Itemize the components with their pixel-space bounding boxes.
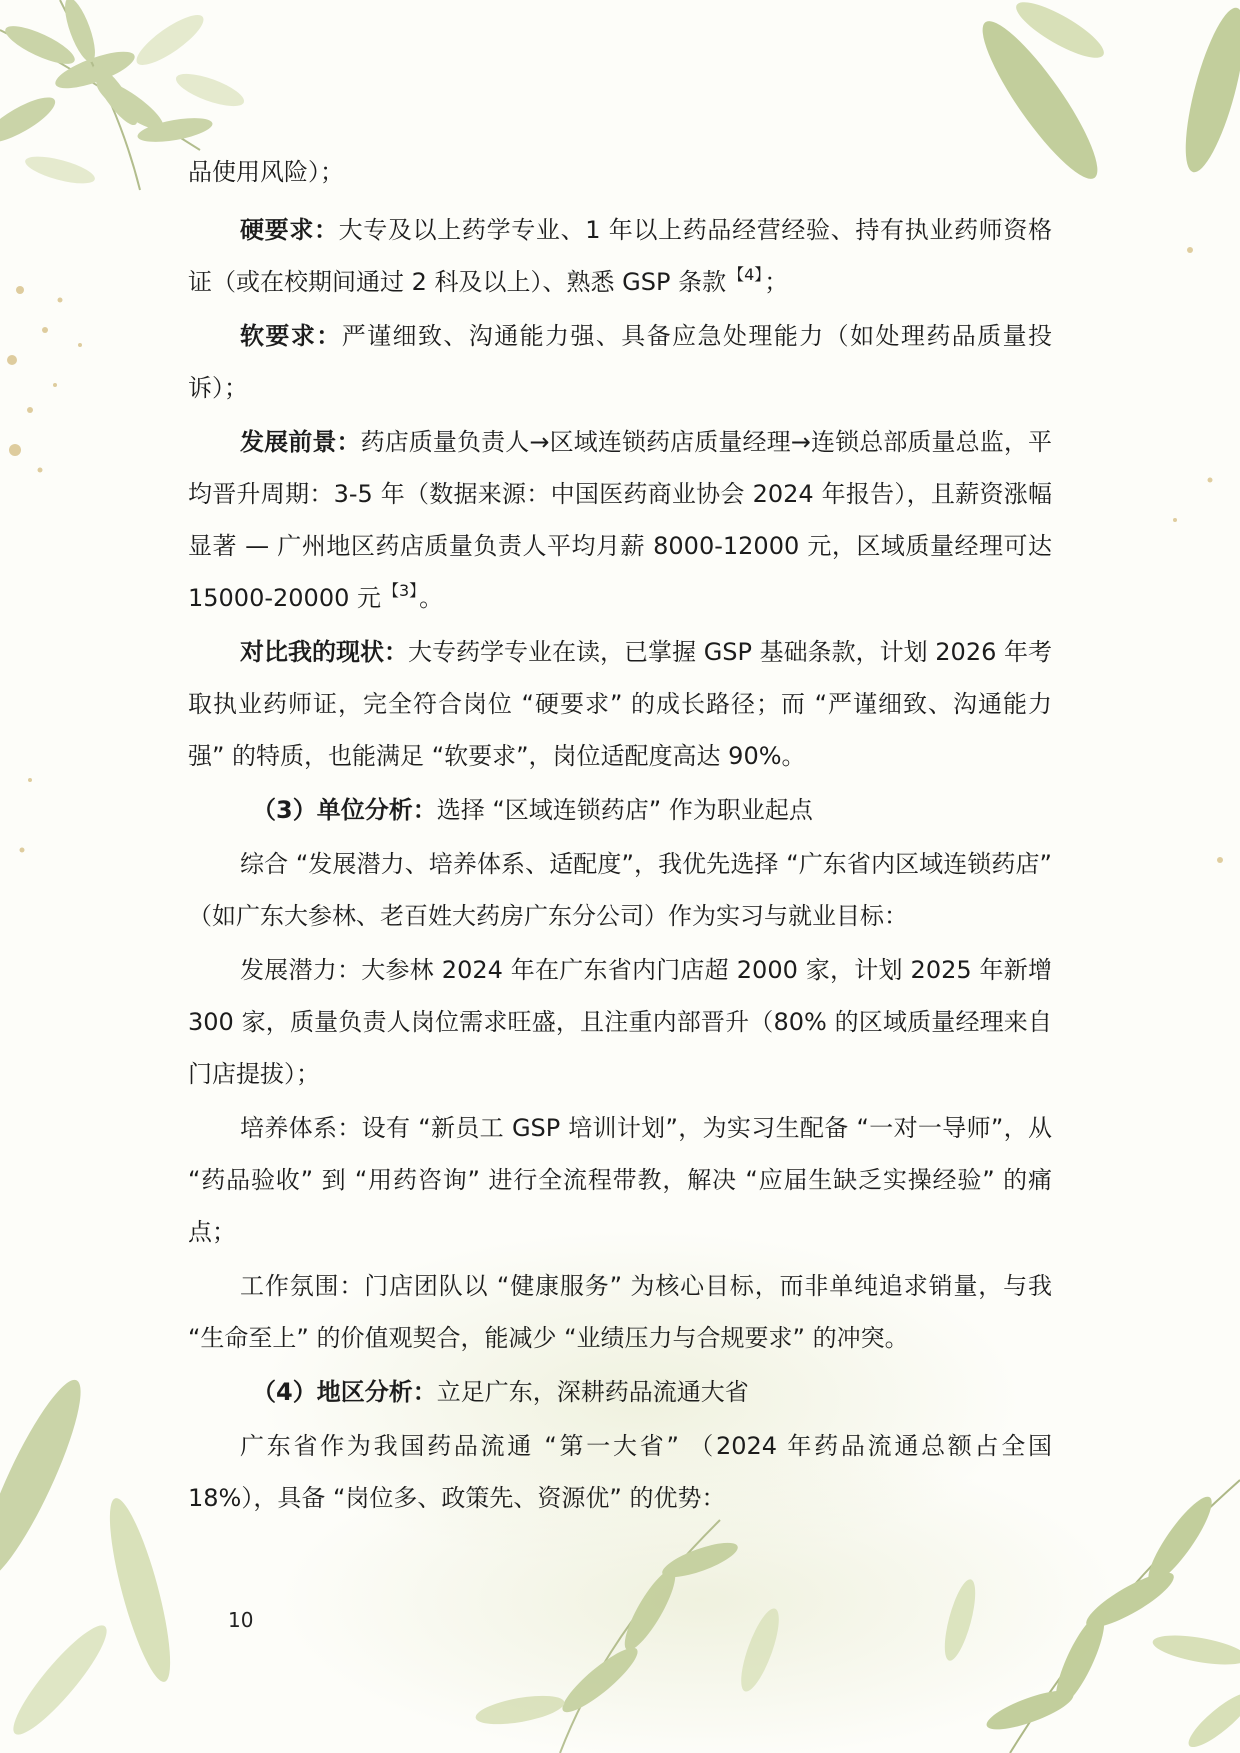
paragraph-development-prospect (188, 416, 1052, 624)
paragraph-atmosphere (188, 1260, 1052, 1364)
paragraph-overall (188, 838, 1052, 942)
page-number: 10 (228, 1608, 254, 1632)
paragraph-text: 药店质量负责人→区域连锁药店质量经理→连锁总部质量总监，平均晋升周期：3-5 年（数据来源：中国医药商业协会 2024 年报告），且薪资涨幅显著 — 广州地区药店质量负责人平均月薪 8000-12000 元，区域质量经理可达 15000-20000 元 (188, 428, 1053, 612)
paragraph-text: 培养体系：设有 “新员工 GSP 培训计划”，为实习生配备 “一对一导师”，从 “药品验收” 到 “用药咨询” 进行全流程带教，解决 “应届生缺乏实操经验” 的痛点； (188, 1114, 1052, 1246)
paragraph-text: 严谨细致、沟通能力强、具备应急处理能力（如处理药品质量投诉）； (188, 322, 1053, 402)
paragraph-label: 发展前景： (240, 428, 361, 456)
paragraph-label: 对比我的现状： (240, 638, 409, 666)
section-heading-unit-analysis (188, 784, 1052, 836)
paragraph-guangdong (188, 1420, 1052, 1524)
paragraph-text: 综合 “发展潜力、培养体系、适配度”，我优先选择 “广东省内区域连锁药店” （如广东大参林、老百姓大药房广东分公司）作为实习与就业目标： (188, 850, 1052, 930)
heading-text: 立足广东，深耕药品流通大省 (436, 1378, 749, 1406)
heading-label: （3）单位分析： (252, 796, 437, 824)
paragraph-text: 工作氛围：门店团队以 “健康服务” 为核心目标，而非单纯追求销量，与我 “生命至上” 的价值观契合，能减少 “业绩压力与合规要求” 的冲突。 (188, 1272, 1052, 1352)
paragraph-text: 发展潜力：大参林 2024 年在广东省内门店超 2000 家，计划 2025 年新增 300 家，质量负责人岗位需求旺盛，且注重内部晋升（80% 的区域质量经理来自门店提拔）； (188, 956, 1052, 1088)
paragraph-current-status (188, 626, 1052, 782)
bottom-left-leaves-icon (0, 1371, 182, 1744)
document-body (188, 146, 1052, 1526)
paragraph-potential (188, 944, 1052, 1100)
heading-label: （4）地区分析： (252, 1378, 437, 1406)
paragraph-hard-requirements (188, 204, 1052, 308)
section-heading-region-analysis (188, 1366, 1052, 1418)
paragraph-label: 软要求： (240, 322, 342, 350)
paragraph-text: 广东省作为我国药品流通 “第一大省” （2024 年药品流通总额占全国 18%），具备 “岗位多、政策先、资源优” 的优势： (188, 1432, 1052, 1512)
paragraph-tail: 。 (419, 584, 444, 612)
paragraph-text: 大专药学专业在读，已掌握 GSP 基础条款，计划 2026 年考取执业药师证，完全符合岗位 “硬要求” 的成长路径；而 “严谨细致、沟通能力强” 的特质，也能满足 “软要求”，岗位适配度高达 90%。 (188, 638, 1053, 770)
paragraph-continuation (188, 146, 1052, 198)
paragraph-text: 品使用风险）； (188, 158, 344, 186)
citation-ref: 【4】 (728, 265, 763, 284)
paragraph-soft-requirements (188, 310, 1052, 414)
paragraph-text: 大专及以上药学专业、1 年以上药品经营经验、持有执业药师资格证（或在校期间通过 2 科及以上）、熟悉 GSP 条款 (188, 216, 1052, 296)
heading-text: 选择 “区域连锁药店” 作为职业起点 (436, 796, 813, 824)
paragraph-label: 硬要求： (240, 216, 339, 244)
paragraph-tail: ； (764, 268, 789, 296)
citation-ref: 【3】 (382, 581, 418, 600)
paragraph-training (188, 1102, 1052, 1258)
